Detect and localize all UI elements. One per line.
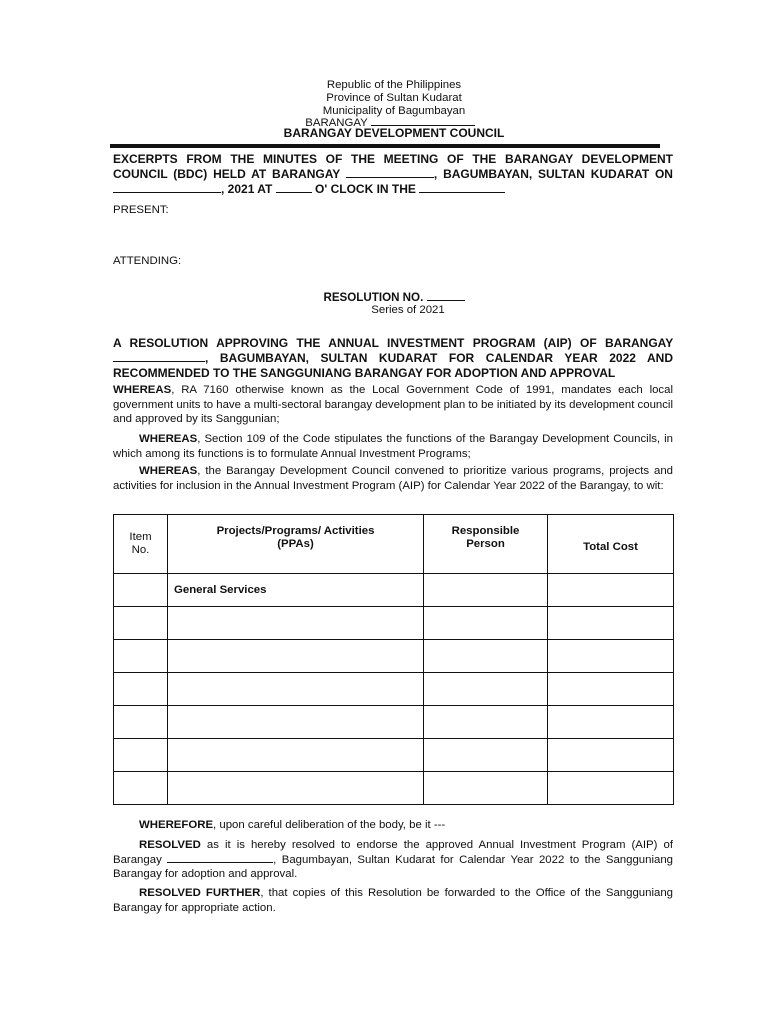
resolution-title-part2: , BAGUMBAYAN, SULTAN KUDARAT FOR CALENDAR YEAR 2022 AND RECOMMENDED TO THE SANGGUNIANG BARANGAY FOR ADOPTION AND APPROVAL xyxy=(113,351,673,380)
table-row xyxy=(114,607,674,640)
table-cell xyxy=(114,673,168,706)
excerpt-part2: , BAGUMBAYAN, SULTAN KUDARAT ON xyxy=(433,167,673,181)
excerpt-date-blank xyxy=(113,183,221,193)
resolution-number-label: RESOLUTION NO. xyxy=(323,291,424,304)
excerpt-part1: EXCERPTS FROM THE MINUTES OF THE MEETING OF THE BARANGAY DEVELOPMENT COUNCIL (BDC) HELD AT BARANGAY xyxy=(113,152,673,181)
col-ppas-line2: (PPAs) xyxy=(277,538,314,550)
excerpt-barangay-blank xyxy=(346,168,434,178)
excerpt-part4: O' CLOCK IN THE xyxy=(315,182,416,196)
resolution-number-blank xyxy=(427,291,465,301)
table-cell xyxy=(424,607,548,640)
resolved-further-lead: RESOLVED FURTHER xyxy=(139,887,261,899)
col-responsible-line1: Responsible xyxy=(451,525,520,537)
whereas-paragraph-2 xyxy=(113,432,673,461)
table-row xyxy=(114,706,674,739)
wherefore-text: , upon careful deliberation of the body, be it --- xyxy=(213,819,446,831)
excerpt-part3: , 2021 AT xyxy=(221,182,273,196)
resolved-text1: as it is hereby resolved to endorse the approved Annual Investment Program (AIP) of Barangay xyxy=(113,839,673,866)
header-barangay-label: BARANGAY xyxy=(305,117,368,129)
table-cell xyxy=(168,607,424,640)
header-rule xyxy=(110,144,660,148)
whereas1-lead: WHEREAS xyxy=(113,384,172,396)
col-item-no xyxy=(114,515,168,574)
table-cell xyxy=(114,772,168,805)
table-cell xyxy=(114,574,168,607)
table-cell xyxy=(114,739,168,772)
resolved-further-paragraph xyxy=(113,886,673,915)
resolved-further-text: , that copies of this Resolution be forwarded to the Office of the Sangguniang Barangay for appropriate action. xyxy=(113,887,673,914)
resolution-series: Series of 2021 xyxy=(371,304,445,316)
table-cell xyxy=(424,706,548,739)
attending-label: ATTENDING: xyxy=(113,255,182,267)
table-cell xyxy=(548,673,674,706)
table-cell xyxy=(424,640,548,673)
resolution-title-part1: A RESOLUTION APPROVING THE ANNUAL INVESTMENT PROGRAM (AIP) OF BARANGAY xyxy=(113,336,673,350)
resolved-barangay-blank xyxy=(167,853,273,863)
excerpt-time-blank xyxy=(276,183,312,193)
table-cell xyxy=(114,640,168,673)
table-header-row xyxy=(114,515,674,574)
table-cell xyxy=(424,673,548,706)
whereas2-lead: WHEREAS xyxy=(139,433,198,445)
resolution-number xyxy=(0,291,768,304)
resolution-barangay-blank xyxy=(113,352,205,362)
excerpt-period-blank xyxy=(419,183,505,193)
table-row xyxy=(114,772,674,805)
col-responsible-person xyxy=(424,515,548,574)
ppa-table xyxy=(113,514,674,805)
col-item-no-line2: No. xyxy=(131,544,150,556)
table-row xyxy=(114,574,674,607)
table-row xyxy=(114,640,674,673)
wherefore-paragraph xyxy=(113,818,673,833)
table-cell xyxy=(424,739,548,772)
table-cell xyxy=(114,607,168,640)
table-cell xyxy=(548,772,674,805)
table-cell xyxy=(168,772,424,805)
wherefore-lead: WHEREFORE xyxy=(139,819,214,831)
table-cell xyxy=(548,739,674,772)
resolution-title xyxy=(113,336,673,381)
whereas3-lead: WHEREAS xyxy=(139,465,198,477)
header-municipality: Municipality of Bagumbayan xyxy=(322,105,466,117)
whereas1-text: , RA 7160 otherwise known as the Local Government Code of 1991, mandates each local government units to have a multi-sectoral barangay development plan to be initiated by its development council and approved by its Sanggunian; xyxy=(113,384,673,425)
resolved-paragraph xyxy=(113,838,673,882)
header-council: BARANGAY DEVELOPMENT COUNCIL xyxy=(283,126,505,140)
table-cell xyxy=(548,706,674,739)
col-responsible-line2: Person xyxy=(466,538,505,550)
table-cell xyxy=(548,574,674,607)
table-cell xyxy=(168,706,424,739)
table-cell xyxy=(168,673,424,706)
col-ppas xyxy=(168,515,424,574)
whereas-paragraph-3 xyxy=(113,464,673,493)
table-cell xyxy=(114,706,168,739)
table-cell xyxy=(424,574,548,607)
general-services-label: General Services xyxy=(174,584,267,596)
header-province: Province of Sultan Kudarat xyxy=(326,92,462,104)
table-row xyxy=(114,673,674,706)
resolved-lead: RESOLVED xyxy=(139,839,201,851)
table-cell xyxy=(548,640,674,673)
header-republic: Republic of the Philippines xyxy=(326,79,462,91)
resolved-text2: , Bagumbayan, Sultan Kudarat for Calendar Year 2022 to the Sangguniang Barangay for adoption and approval. xyxy=(113,853,673,880)
barangay-name-blank xyxy=(371,116,475,126)
table-cell xyxy=(548,607,674,640)
whereas2-text: , Section 109 of the Code stipulates the functions of the Barangay Development Councils, in which among its functions is to formulate Annual Investment Programs; xyxy=(113,433,673,460)
table-row xyxy=(114,739,674,772)
col-item-no-line1: Item xyxy=(129,531,152,543)
col-total-cost: Total Cost xyxy=(548,515,674,574)
table-cell xyxy=(168,640,424,673)
table-cell xyxy=(168,739,424,772)
present-label: PRESENT: xyxy=(113,204,169,216)
col-ppas-line1: Projects/Programs/ Activities xyxy=(216,525,375,537)
whereas3-text: , the Barangay Development Council convened to prioritize various programs, projects and activities for inclusion in the Annual Investment Program (AIP) for Calendar Year 2022 of the Barangay, to wit: xyxy=(113,465,673,492)
table-cell-general-services xyxy=(168,574,424,607)
table-cell xyxy=(424,772,548,805)
excerpt-heading xyxy=(113,152,673,197)
whereas-paragraph-1 xyxy=(113,383,673,427)
